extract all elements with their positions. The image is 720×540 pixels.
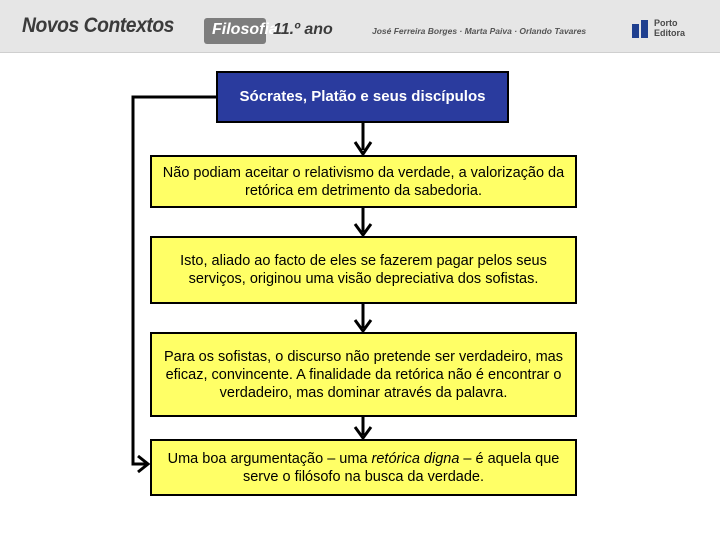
brand-title: Novos Contextos — [22, 14, 174, 37]
title-box — [216, 71, 509, 123]
flow-box-1-text: Não podiam aceitar o relativismo da verdade, a valorização da retórica em detrimento da sabedoria. — [162, 164, 565, 199]
publisher-name: Porto Editora — [654, 18, 686, 38]
authors-line: José Ferreira Borges · Marta Paiva · Orlando Tavares — [372, 26, 587, 36]
down-arrow-3 — [355, 304, 371, 331]
flow-box-4-text: Uma boa argumentação – uma retórica digna – é aquela que serve o filósofo na busca da verdade. — [167, 450, 560, 485]
subject-label: Filosofia — [212, 21, 278, 38]
flow-box-3 — [150, 332, 577, 417]
down-arrow-4 — [355, 417, 371, 438]
flow-box-3-text: Para os sofistas, o discurso não pretende ser verdadeiro, mas eficaz, convincente. A finalidade da retórica não é encontrar o verdadeiro, mas dominar através da palavra. — [164, 348, 563, 401]
flow-box-4 — [150, 439, 577, 496]
emphasis-text: retórica digna — [371, 450, 460, 467]
down-arrow-2 — [355, 208, 371, 235]
title-text: Sócrates, Platão e seus discípulos — [239, 88, 486, 105]
flow-box-2-text: Isto, aliado ao facto de eles se fazerem pagar pelos seus serviços, originou uma visão depreciativa dos sofistas. — [180, 253, 547, 287]
flow-box-2 — [150, 236, 577, 304]
grade-label: 11.º ano — [273, 21, 333, 38]
flow-box-1 — [150, 155, 577, 208]
down-arrow-1 — [355, 123, 371, 154]
